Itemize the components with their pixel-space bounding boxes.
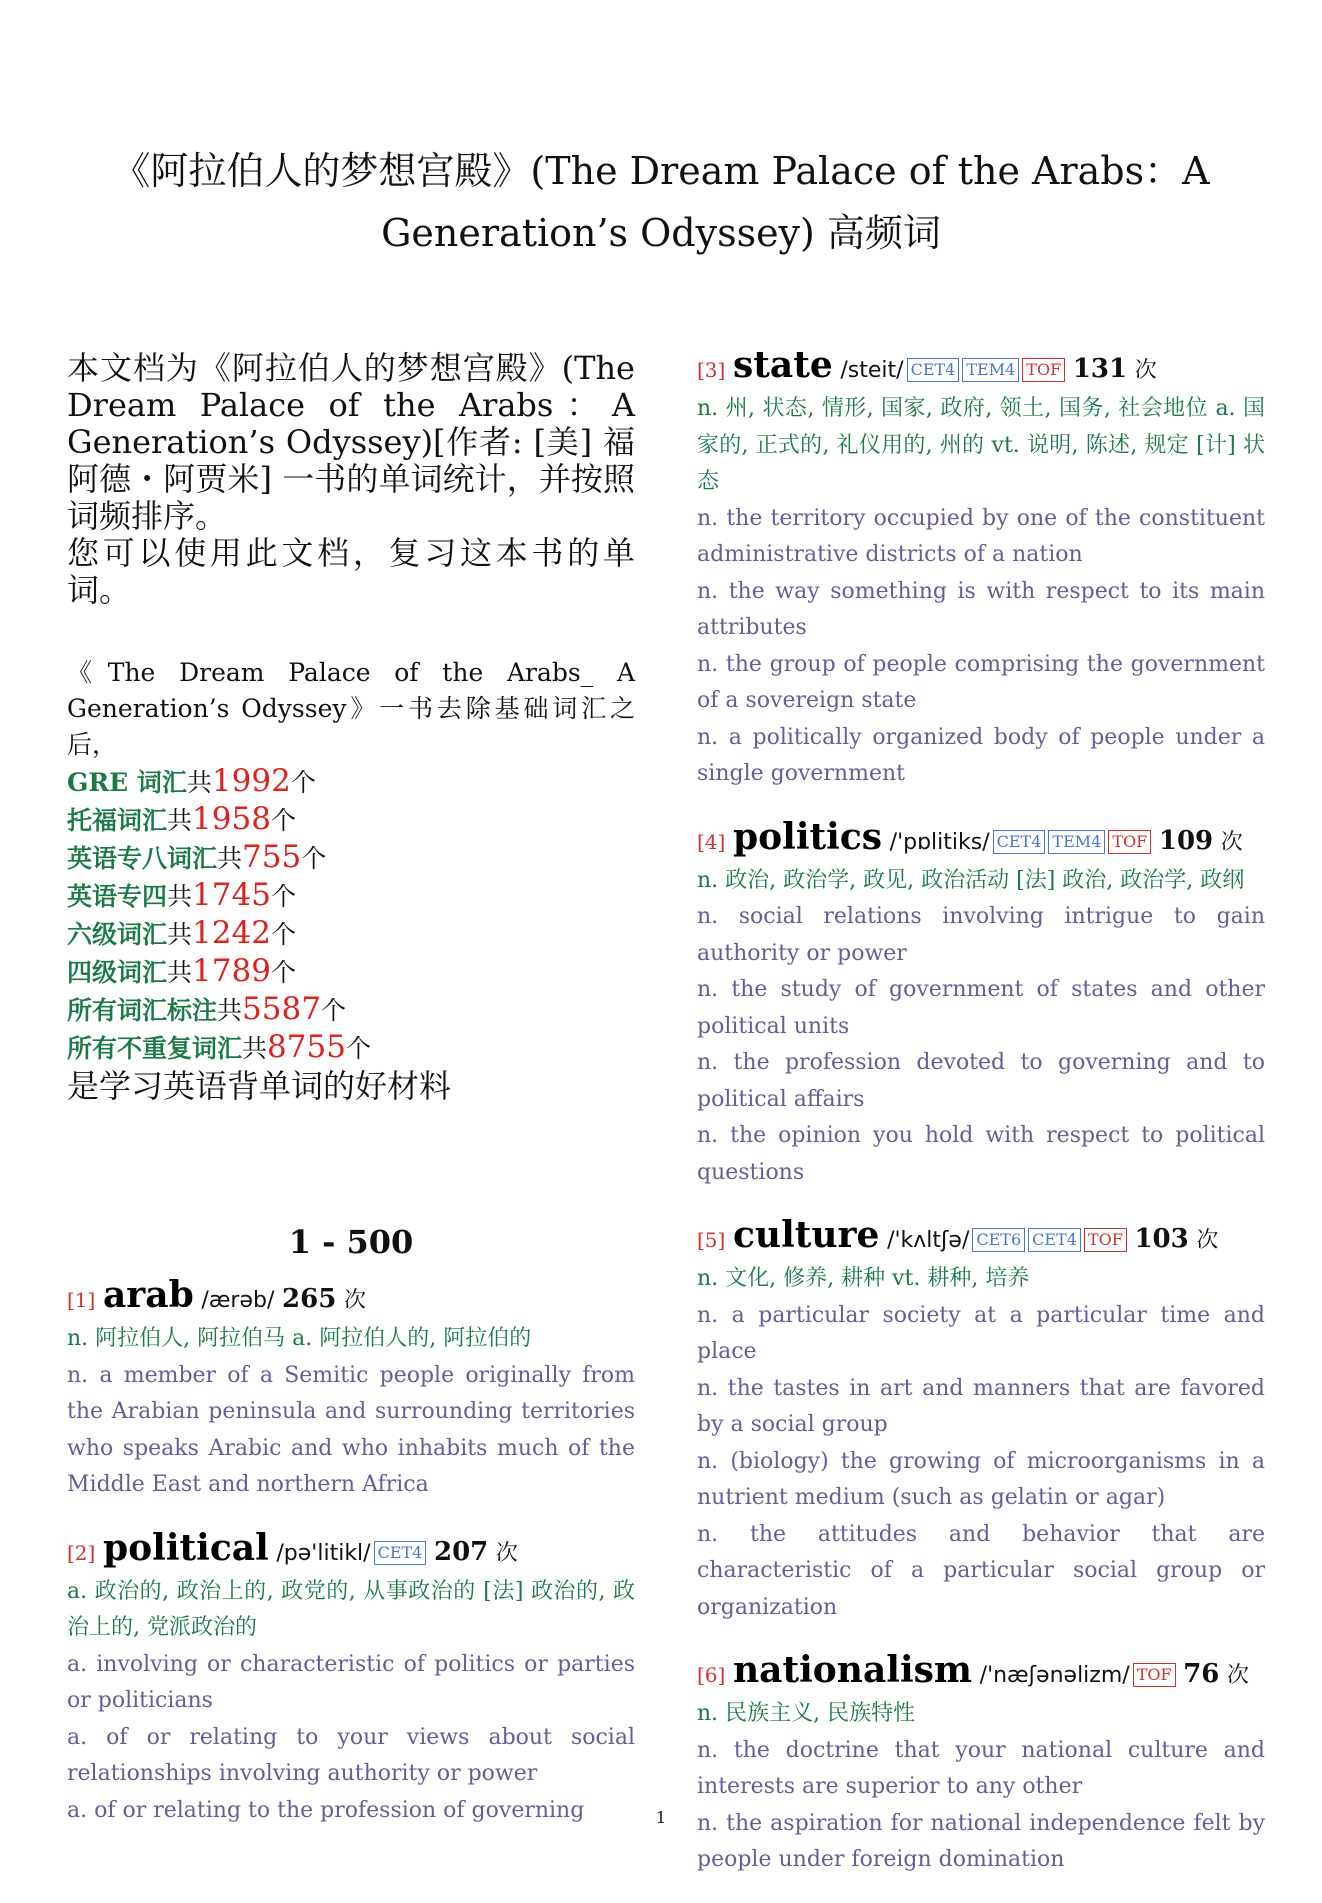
entry-phonetic: /pə'litikl/ bbox=[276, 1540, 371, 1566]
entry-index: [4] bbox=[697, 829, 726, 854]
stat-count: 5587 bbox=[242, 991, 321, 1027]
exam-tag: CET4 bbox=[1028, 1228, 1081, 1252]
exam-tag: CET4 bbox=[374, 1541, 427, 1565]
english-definition: n. the attitudes and behavior that are characteristic of a particular social group or organization bbox=[697, 1521, 1265, 1620]
stat-line bbox=[67, 763, 635, 801]
stat-unit: 个 bbox=[301, 844, 327, 873]
english-definition: a. of or relating to the profession of governing bbox=[67, 1797, 585, 1823]
entry-frequency: 109 bbox=[1158, 825, 1214, 856]
entry-word: political bbox=[102, 1526, 269, 1569]
entry-head bbox=[67, 1528, 635, 1574]
stats-closing: 是学习英语背单词的好材料 bbox=[67, 1067, 452, 1105]
english-definition: n. the study of government of states and other political units bbox=[697, 977, 1265, 1039]
exam-tag: TEM4 bbox=[1048, 830, 1105, 854]
frequency-unit: 次 bbox=[495, 1540, 518, 1566]
english-definition: n. a particular society at a particular time and place bbox=[697, 1302, 1265, 1364]
stat-gong: 共 bbox=[167, 958, 193, 987]
stat-count: 755 bbox=[242, 839, 302, 875]
stat-label: 六级词汇 bbox=[67, 920, 168, 949]
stat-label: 英语专八词汇 bbox=[67, 844, 218, 873]
entry-phonetic: /'kʌltʃə/ bbox=[887, 1228, 970, 1253]
chinese-definition: n. 文化, 修养, 耕种 vt. 耕种, 培养 bbox=[697, 1266, 1030, 1291]
english-definition: n. the doctrine that your national culture and interests are superior to any other bbox=[697, 1737, 1265, 1799]
stat-line bbox=[67, 915, 635, 953]
page-number: 1 bbox=[655, 1808, 667, 1827]
frequency-unit: 次 bbox=[1227, 1663, 1250, 1688]
stat-gong: 共 bbox=[217, 844, 243, 873]
entry-word: culture bbox=[732, 1214, 880, 1256]
english-definition: n. the opinion you hold with respect to political questions bbox=[697, 1123, 1265, 1185]
stat-count: 8755 bbox=[267, 1029, 346, 1065]
stat-count: 1958 bbox=[192, 801, 271, 837]
stat-line bbox=[67, 953, 635, 991]
vocab-entry bbox=[697, 1650, 1265, 1879]
range-heading: 1 - 500 bbox=[288, 1223, 414, 1261]
exam-tag: TOF bbox=[1022, 358, 1065, 382]
exam-tag: CET6 bbox=[972, 1228, 1025, 1252]
stat-unit: 个 bbox=[320, 996, 346, 1025]
entry-phonetic: /steit/ bbox=[840, 358, 904, 383]
exam-tag: TOF bbox=[1084, 1228, 1127, 1252]
entry-head bbox=[697, 817, 1265, 863]
intro-text bbox=[67, 350, 635, 609]
frequency-unit: 次 bbox=[1134, 358, 1157, 383]
english-definition: a. involving or characteristic of politics or parties or politicians bbox=[67, 1651, 635, 1713]
stat-gong: 共 bbox=[186, 768, 212, 797]
intro-paragraph-1: 本文档为《阿拉伯人的梦想宫殿》(The Dream Palace of the Arabs：A Generation’s Odyssey)[作者: [美] 福阿德・阿贾米] 一书的单词统计，并按照词频排序。 bbox=[67, 349, 635, 535]
english-definition: n. the aspiration for national independence felt by people under foreign domination bbox=[697, 1810, 1265, 1872]
english-definition: n. the territory occupied by one of the constituent administrative districts of a nation bbox=[697, 505, 1265, 567]
stat-gong: 共 bbox=[167, 806, 193, 835]
entry-index: [6] bbox=[697, 1663, 726, 1687]
entry-phonetic: /ærəb/ bbox=[201, 1288, 275, 1313]
stat-unit: 个 bbox=[270, 806, 296, 835]
stat-unit: 个 bbox=[345, 1034, 371, 1063]
stat-line bbox=[67, 801, 635, 839]
frequency-unit: 次 bbox=[343, 1288, 366, 1313]
english-definition: n. (biology) the growing of microorganisms in a nutrient medium (such as gelatin or agar) bbox=[697, 1448, 1265, 1510]
stat-label: 所有词汇标注 bbox=[67, 996, 218, 1025]
vocab-entry bbox=[697, 817, 1265, 1192]
stat-label: GRE 词汇 bbox=[67, 768, 187, 797]
entry-phonetic: /'pɒlitiks/ bbox=[889, 829, 990, 855]
right-column bbox=[697, 345, 1265, 1903]
english-definition: n. a member of a Semitic people originally from the Arabian peninsula and surrounding territories who speaks Arabic and who inhabits much of the Middle East and northern Africa bbox=[67, 1362, 635, 1497]
vocab-stats bbox=[67, 655, 635, 1105]
stat-gong: 共 bbox=[217, 996, 243, 1025]
entry-frequency: 103 bbox=[1134, 1224, 1189, 1254]
entry-word: nationalism bbox=[732, 1649, 973, 1691]
english-definition: n. a politically organized body of people under a single government bbox=[697, 724, 1265, 786]
stat-unit: 个 bbox=[290, 768, 316, 797]
stat-label: 托福词汇 bbox=[67, 806, 168, 835]
entry-frequency: 265 bbox=[282, 1284, 337, 1314]
vocab-entry bbox=[67, 1528, 635, 1830]
left-column bbox=[67, 350, 635, 1853]
exam-tag: CET4 bbox=[993, 830, 1046, 854]
entry-head bbox=[697, 345, 1265, 391]
entry-head bbox=[67, 1275, 635, 1321]
intro-paragraph-2: 您可以使用此文档，复习这本书的单词。 bbox=[67, 534, 635, 609]
stat-label: 英语专四 bbox=[67, 882, 168, 911]
stat-line bbox=[67, 991, 635, 1029]
exam-tag: TOF bbox=[1108, 830, 1151, 854]
english-definition: n. the way something is with respect to its main attributes bbox=[697, 578, 1265, 640]
chinese-definition: n. 政治, 政治学, 政见, 政治活动 [法] 政治, 政治学, 政纲 bbox=[697, 867, 1245, 893]
page-title: 《阿拉伯人的梦想宫殿》(The Dream Palace of the Arabs：A Generation’s Odyssey) 高频词 bbox=[112, 149, 1210, 255]
stat-gong: 共 bbox=[167, 882, 193, 911]
entry-head bbox=[697, 1650, 1265, 1696]
stat-count: 1745 bbox=[192, 877, 271, 913]
entry-word: politics bbox=[732, 815, 883, 858]
stat-count: 1992 bbox=[211, 763, 291, 799]
stat-label: 所有不重复词汇 bbox=[67, 1034, 243, 1063]
stat-line bbox=[67, 839, 635, 877]
stat-gong: 共 bbox=[167, 920, 193, 949]
frequency-unit: 次 bbox=[1220, 829, 1243, 855]
vocab-entry bbox=[67, 1275, 635, 1504]
entry-index: [5] bbox=[697, 1228, 726, 1252]
entry-index: [1] bbox=[67, 1288, 96, 1312]
frequency-unit: 次 bbox=[1196, 1228, 1219, 1253]
exam-tag: TOF bbox=[1133, 1663, 1176, 1687]
chinese-definition: n. 阿拉伯人, 阿拉伯马 a. 阿拉伯人的, 阿拉伯的 bbox=[67, 1326, 532, 1351]
chinese-definition: a. 政治的, 政治上的, 政党的, 从事政治的 [法] 政治的, 政治上的, 党派政治的 bbox=[67, 1578, 635, 1640]
stat-label: 四级词汇 bbox=[67, 958, 168, 987]
entry-word: state bbox=[732, 344, 833, 386]
vocab-entry bbox=[697, 1215, 1265, 1626]
entry-index: [2] bbox=[67, 1540, 96, 1565]
entry-phonetic: /'næʃənəlizm/ bbox=[979, 1663, 1130, 1688]
exam-tag: TEM4 bbox=[962, 358, 1019, 382]
chinese-definition: n. 州, 状态, 情形, 国家, 政府, 领土, 国务, 社会地位 a. 国家的, 正式的, 礼仪用的, 州的 vt. 说明, 陈述, 规定 [计] 状态 bbox=[697, 396, 1265, 494]
stat-unit: 个 bbox=[270, 882, 296, 911]
stat-line bbox=[67, 877, 635, 915]
entry-frequency: 76 bbox=[1183, 1659, 1220, 1689]
stat-count: 1789 bbox=[192, 953, 271, 989]
english-definition: n. the group of people comprising the government of a sovereign state bbox=[697, 651, 1265, 713]
stat-count: 1242 bbox=[192, 915, 271, 951]
entry-word: arab bbox=[102, 1274, 194, 1316]
entry-frequency: 207 bbox=[434, 1536, 489, 1567]
english-definition: n. the profession devoted to governing and to political affairs bbox=[697, 1050, 1265, 1112]
stat-line bbox=[67, 1029, 635, 1067]
exam-tag: CET4 bbox=[907, 358, 960, 382]
english-definition: n. the tastes in art and manners that are favored by a social group bbox=[697, 1375, 1265, 1437]
entry-head bbox=[697, 1215, 1265, 1261]
english-definition: a. of or relating to your views about social relationships involving authority or power bbox=[67, 1724, 635, 1786]
entry-index: [3] bbox=[697, 358, 726, 382]
vocab-entry bbox=[697, 345, 1265, 793]
english-definition: n. social relations involving intrigue to gain authority or power bbox=[697, 904, 1265, 966]
chinese-definition: n. 民族主义, 民族特性 bbox=[697, 1701, 916, 1726]
stat-unit: 个 bbox=[270, 958, 296, 987]
stat-gong: 共 bbox=[242, 1034, 268, 1063]
stat-unit: 个 bbox=[270, 920, 296, 949]
stats-lead: 《The Dream Palace of the Arabs_ A Generation’s Odyssey》一书去除基础词汇之后， bbox=[67, 658, 635, 759]
entry-frequency: 131 bbox=[1072, 354, 1128, 384]
